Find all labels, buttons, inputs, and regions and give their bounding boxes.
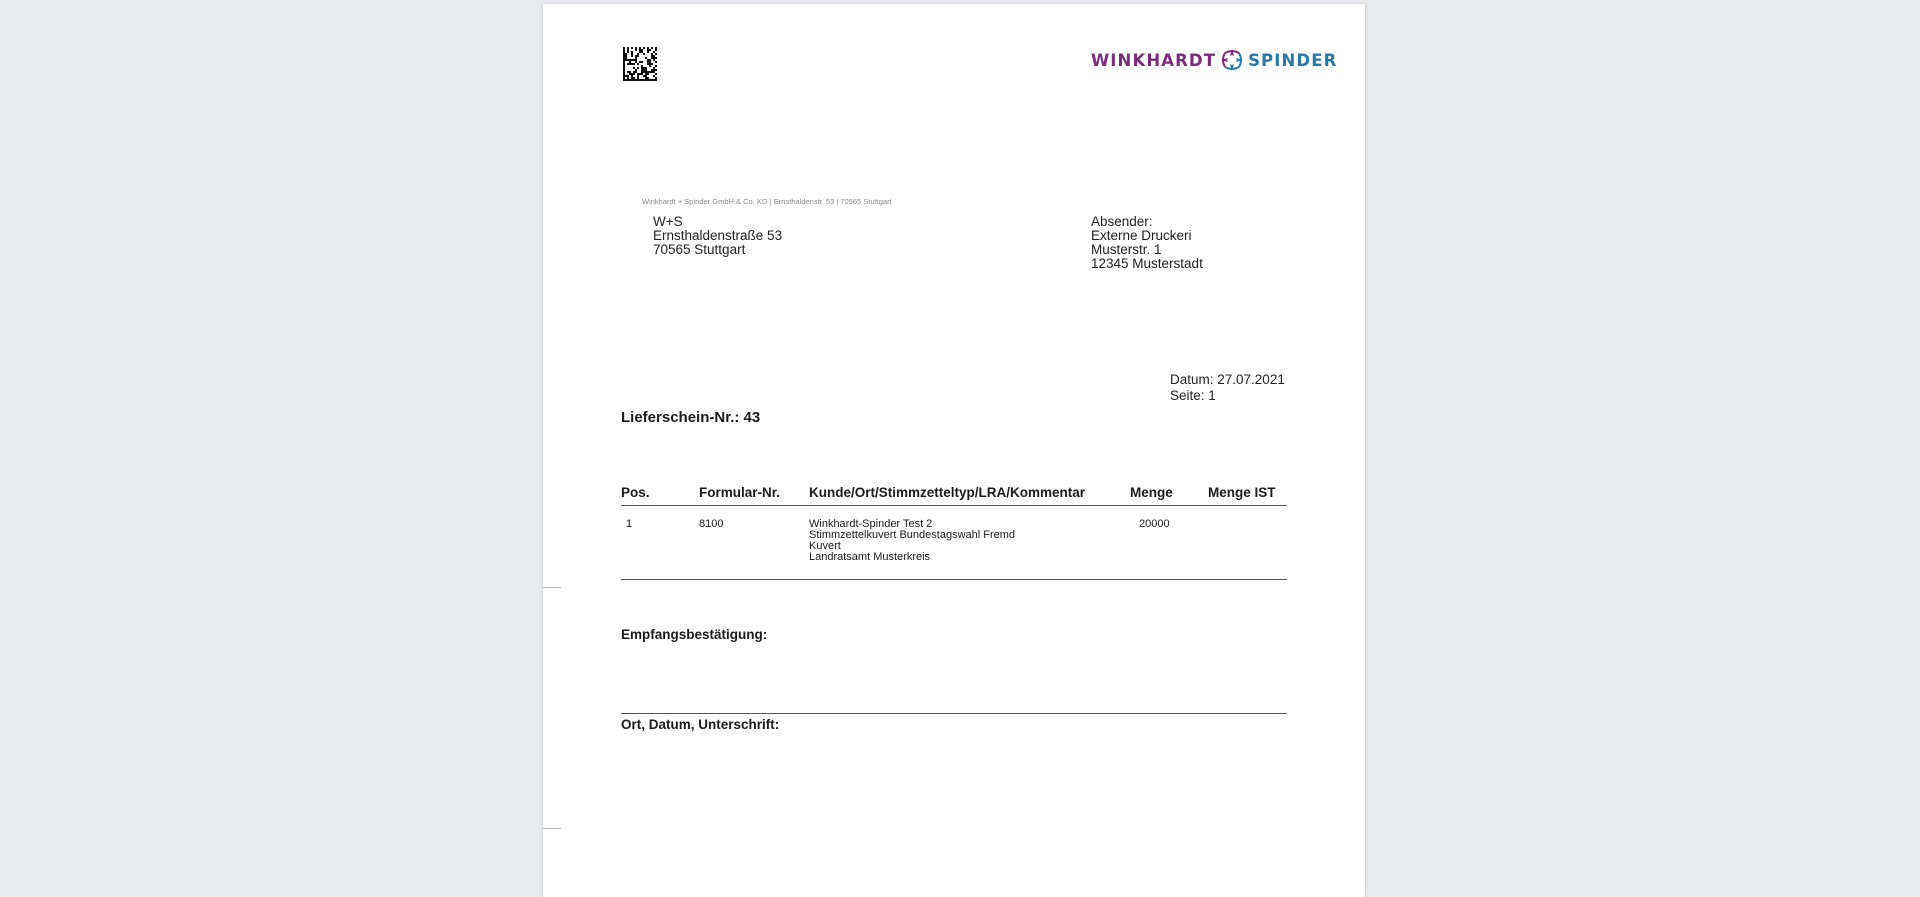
cell-form-number: 8100 [699,518,724,530]
description-line: Kuvert [809,540,841,552]
table-row [621,506,1287,580]
description-line: Landratsamt Musterkreis [809,551,931,563]
header-actual-quantity: Menge IST [1208,485,1276,500]
logo-text-left: WINKHARDT [1091,50,1217,70]
sender-address [1091,215,1203,271]
receipt-confirmation-label: Empfangsbestätigung: [621,627,768,642]
page-number: Seite: 1 [1170,388,1216,403]
document-date: Datum: 27.07.2021 [1170,372,1285,387]
recipient-line: Ernsthaldenstraße 53 [653,228,783,243]
items-table [621,482,1287,580]
company-logo [1091,47,1337,73]
header-pos: Pos. [621,485,650,500]
signature-line [621,713,1287,714]
header-quantity: Menge [1130,485,1173,500]
description-line: Stimmzettelkuvert Bundestagswahl Fremd [809,529,1016,541]
datamatrix-code [623,47,657,81]
cell-pos: 1 [626,518,633,530]
document-meta [1170,372,1285,404]
document-page [543,4,1365,897]
header-description: Kunde/Ort/Stimmzetteltyp/LRA/Kommentar [809,485,1086,500]
sender-line: Externe Druckeri [1091,228,1192,243]
logo-mark-icon [1220,48,1244,72]
sender-line: Musterstr. 1 [1091,242,1162,257]
delivery-note-title: Lieferschein-Nr.: 43 [621,409,761,426]
cell-quantity: 20000 [1139,518,1170,530]
signature-label: Ort, Datum, Unterschrift: [621,717,780,732]
table-header [621,482,1287,506]
recipient-address [653,215,782,257]
return-address-line: Winkhardt + Spinder GmbH & Co. KG | Ernsthaldenstr. 53 | 70565 Stuttgart [642,197,892,206]
recipient-line: W+S [653,214,683,229]
header-form-number: Formular-Nr. [699,485,781,500]
sender-line: Absender: [1091,214,1153,229]
fold-mark-bottom [543,828,561,829]
logo-text-right: SPINDER [1248,50,1338,70]
sender-line: 12345 Musterstadt [1091,256,1203,271]
recipient-line: 70565 Stuttgart [653,242,746,257]
cell-description [809,519,1015,563]
fold-mark-top [543,587,561,588]
description-line: Winkhardt-Spinder Test 2 [809,518,933,530]
